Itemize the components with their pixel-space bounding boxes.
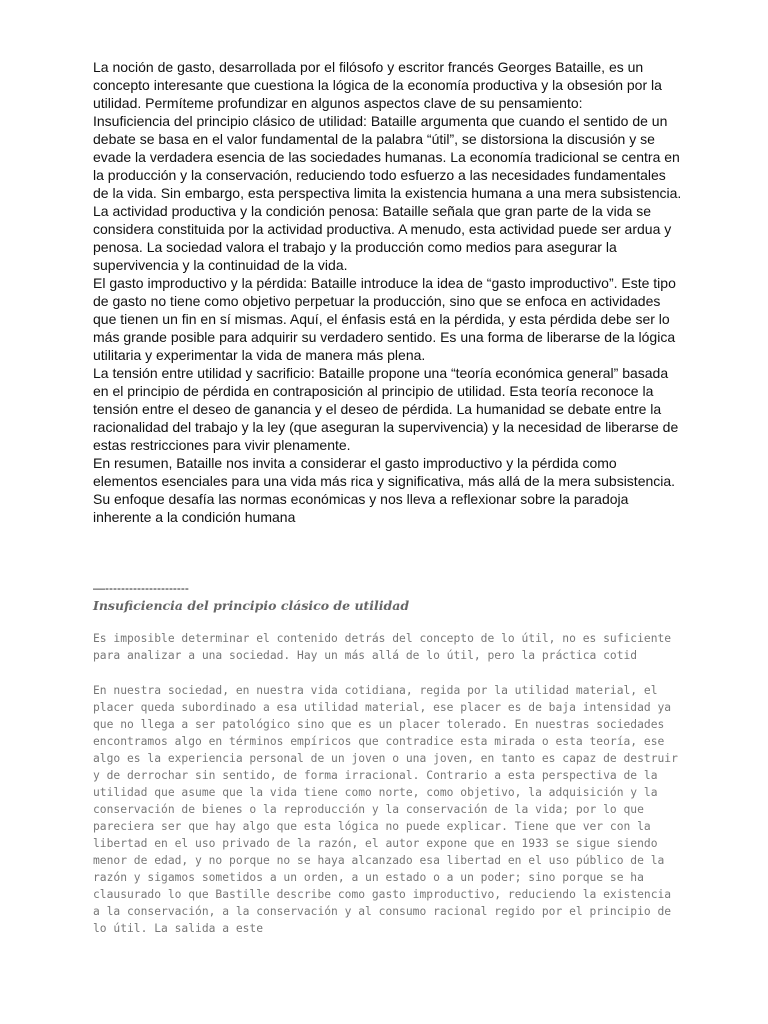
section-paragraph: En nuestra sociedad, en nuestra vida cotidiana, regida por la utilidad material, el placer queda subordinado a esa utilidad material, ese placer es de baja intensidad ya que no llega a ser patológico sino que es un placer tolerado. En nuestras sociedades encontramos algo en términos empíricos que contradice esta mirada o esta teoría, ese algo es la experiencia personal de un joven o una joven, en tanto es capaz de destruir y de derrochar sin sentido, de forma irracional. Contrario a esta perspectiva de la utilidad que asume que la vida tiene como norte, como objetivo, la adquisición y la conservación de bienes o la reproducción y la conservación de la vida; por lo que pareciera ser que hay algo que esta lógica no puede explicar. Tiene que ver con la libertad en el uso privado de la razón, el autor expone que en 1933 se sigue siendo menor de edad, y no porque no se haya alcanzado esa libertad en el uso público de la razón y sigamos sometidos a un orden, a un estado o a un poder; sino porque se ha clausurado lo que Bastille describe como gasto improductivo, reduciendo la existencia a la conservación, a la conservación y al consumo racional regido por el principio de lo útil. La salida a este <box>93 684 678 935</box>
intro-paragraph: La actividad productiva y la condición penosa: Bataille señala que gran parte de la vida se considera constituida por la actividad productiva. A menudo, esta actividad puede ser ardua y penosa. La sociedad valora el trabajo y la producción como medios para asegurar la supervivencia y la continuidad de la vida. <box>93 203 672 273</box>
section-separator: —--------------------- <box>93 581 189 595</box>
intro-paragraph: Insuficiencia del principio clásico de utilidad: Bataille argumenta que cuando el sentido de un debate se basa en el valor fundamental de la palabra “útil”, se distorsiona la discusión y se evade la verdadera esencia de las sociedades humanas. La economía tradicional se centra en la producción y la conservación, reduciendo todo esfuerzo a las necesidades fundamentales de la vida. Sin embargo, esta perspectiva limita la existencia humana a una mera subsistencia. <box>93 113 682 201</box>
intro-paragraph: La tensión entre utilidad y sacrificio: Bataille propone una “teoría económica general” basada en el principio de pérdida en contraposición al principio de utilidad. Esta teoría reconoce la tensión entre el deseo de ganancia y el deseo de pérdida. La humanidad se debate entre la racionalidad del trabajo y la ley (que aseguran la supervivencia) y la necesidad de liberarse de estas restricciones para vivir plenamente. <box>93 365 679 453</box>
intro-paragraph: En resumen, Bataille nos invita a considerar el gasto improductivo y la pérdida como elementos esenciales para una vida más rica y significativa, más allá de la mera subsistencia. Su enfoque desafía las normas económicas y nos lleva a reflexionar sobre la paradoja inherente a la condición humana <box>93 455 676 525</box>
intro-paragraph: El gasto improductivo y la pérdida: Bataille introduce la idea de “gasto improductivo”. Este tipo de gasto no tiene como objetivo perpetuar la producción, sino que se enfoca en actividades que tienen un fin en sí mismas. Aquí, el énfasis está en la pérdida, y esta pérdida debe ser lo más grande posible para adquirir su verdadero sentido. Es una forma de liberarse de la lógica utilitaria y experimentar la vida de manera más plena. <box>93 275 676 363</box>
intro-text-block <box>93 58 683 526</box>
intro-paragraph: La noción de gasto, desarrollada por el filósofo y escritor francés Georges Bataille, es un concepto interesante que cuestiona la lógica de la economía productiva y la obsesión por la utilidad. Permíteme profundizar en algunos aspectos clave de su pensamiento: <box>93 59 662 111</box>
section-paragraph: Es imposible determinar el contenido detrás del concepto de lo útil, no es suficiente para analizar a una sociedad. Hay un más allá de lo útil, pero la práctica cotid <box>93 632 672 662</box>
section-heading: Insuficiencia del principio clásico de utilidad <box>93 598 410 613</box>
